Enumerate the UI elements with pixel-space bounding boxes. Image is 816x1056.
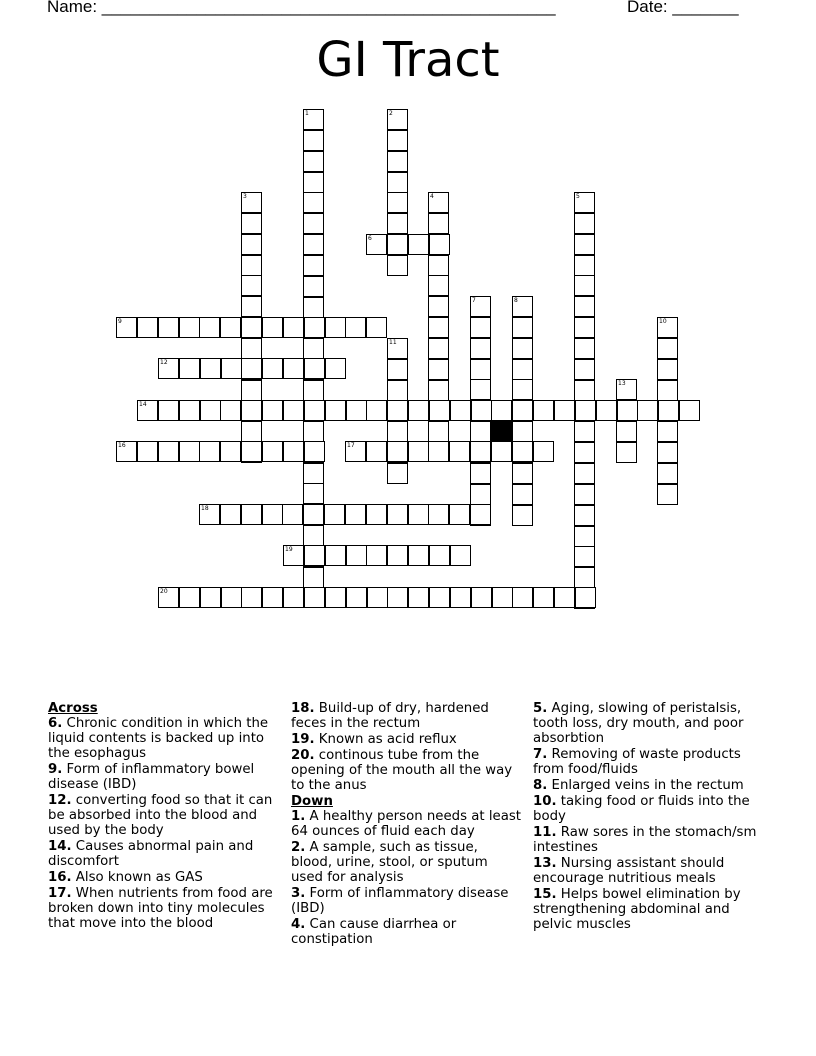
grid-cell[interactable] [512,463,533,484]
grid-cell[interactable] [158,400,179,421]
clue-number: 5 [576,193,580,200]
grid-cell[interactable] [262,400,283,421]
grid-cell[interactable] [345,441,366,462]
grid-cell[interactable] [199,504,220,525]
grid-cell[interactable] [137,400,158,421]
grid-cell[interactable] [575,400,596,421]
name-field[interactable]: Name: ________________________________________________ [47,0,556,16]
clue-number: 1 [305,110,309,117]
grid-cell[interactable] [428,421,449,442]
grid-cell[interactable] [657,484,678,505]
grid-cell[interactable] [241,587,262,608]
grid-cell[interactable] [574,213,595,234]
grid-cell[interactable] [221,358,242,379]
grid-cell[interactable] [574,380,595,401]
grid-cell[interactable] [241,275,262,296]
clue-number: 6 [368,235,372,242]
grid-cell[interactable] [574,421,595,442]
black-square [491,421,512,442]
grid-cell[interactable] [449,504,470,525]
grid-cell[interactable] [428,275,449,296]
grid-cell[interactable] [512,441,533,462]
grid-cell[interactable] [283,400,304,421]
grid-cell[interactable] [658,400,679,421]
grid-cell[interactable] [241,338,262,359]
grid-cell[interactable] [303,525,324,546]
grid-cell[interactable] [657,421,678,442]
grid-cell[interactable] [199,317,220,338]
grid-cell[interactable] [241,192,262,213]
clue-down-2: 2. A sample, such as tissue, blood, urine, stool, or sputum used for analysis [291,840,488,885]
grid-cell[interactable] [387,463,408,484]
clue-down-10: 10. taking food or fluids into the body [533,794,750,824]
grid-cell[interactable] [491,441,512,462]
clue-number: 2 [389,110,393,117]
grid-cell[interactable] [470,421,491,442]
grid-cell[interactable] [179,400,200,421]
clue-number: 14 [139,401,147,408]
grid-cell[interactable] [241,234,262,255]
down-heading: Down [291,794,333,809]
clue-number: 11 [389,339,397,346]
grid-cell[interactable] [387,380,408,401]
grid-cell[interactable] [657,463,678,484]
grid-cell[interactable] [450,400,471,421]
grid-cell[interactable] [303,172,324,193]
grid-cell[interactable] [596,400,617,421]
grid-cell[interactable] [116,317,137,338]
grid-cell[interactable] [304,441,325,462]
grid-cell[interactable] [262,587,283,608]
grid-cell[interactable] [470,317,491,338]
clue-number: 9 [118,318,122,325]
grid-cell[interactable] [283,317,304,338]
grid-cell[interactable] [657,359,678,380]
grid-cell[interactable] [325,358,346,379]
grid-cell[interactable] [262,317,283,338]
grid-cell[interactable] [387,234,408,255]
grid-cell[interactable] [616,379,637,400]
grid-cell[interactable] [387,359,408,380]
grid-cell[interactable] [325,587,346,608]
clue-down-15: 15. Helps bowel elimination by strengthening abdominal and pelvic muscles [533,887,741,932]
clue-down-4: 4. Can cause diarrhea or constipation [291,917,457,947]
grid-cell[interactable] [637,400,658,421]
grid-cell[interactable] [303,255,324,276]
clue-number: 17 [347,442,355,449]
grid-cell[interactable] [387,400,408,421]
grid-cell[interactable] [470,504,491,525]
grid-cell[interactable] [428,338,449,359]
grid-cell[interactable] [449,441,470,462]
grid-cell[interactable] [346,400,367,421]
grid-cell[interactable] [575,587,596,608]
grid-cell[interactable] [221,587,242,608]
grid-cell[interactable] [179,441,200,462]
grid-cell[interactable] [428,317,449,338]
grid-cell[interactable] [574,317,595,338]
clue-across-17: 17. When nutrients from food are broken down into tiny molecules that move into the blood [48,886,273,931]
clues-column-2 [291,701,521,948]
grid-cell[interactable] [657,380,678,401]
grid-cell[interactable] [429,400,450,421]
grid-cell[interactable] [303,234,324,255]
grid-cell[interactable] [303,297,324,318]
clue-across-14: 14. Causes abnormal pain and discomfort [48,839,254,869]
grid-cell[interactable] [304,317,325,338]
clue-down-11: 11. Raw sores in the stomach/sm intestines [533,825,757,855]
grid-cell[interactable] [428,255,449,276]
clue-number: 16 [118,442,126,449]
grid-cell[interactable] [471,400,492,421]
grid-cell[interactable] [387,255,408,276]
grid-cell[interactable] [303,380,324,401]
grid-cell[interactable] [158,358,179,379]
grid-cell[interactable] [492,587,513,608]
clue-number: 10 [659,318,667,325]
grid-cell[interactable] [241,380,262,401]
grid-cell[interactable] [366,400,387,421]
grid-cell[interactable] [325,400,346,421]
grid-cell[interactable] [387,192,408,213]
grid-cell[interactable] [283,358,304,379]
grid-cell[interactable] [491,400,512,421]
grid-cell[interactable] [241,296,262,317]
grid-cell[interactable] [241,358,262,379]
grid-cell[interactable] [137,317,158,338]
grid-cell[interactable] [387,545,408,566]
clue-number: 7 [472,297,476,304]
grid-cell[interactable] [387,130,408,151]
grid-cell[interactable] [512,484,533,505]
grid-cell[interactable] [512,317,533,338]
grid-cell[interactable] [304,358,325,379]
clue-down-8: 8. Enlarged veins in the rectum [533,778,744,793]
grid-cell[interactable] [220,400,241,421]
grid-cell[interactable] [512,505,533,526]
clue-number: 12 [160,359,168,366]
clue-across-16: 16. Also known as GAS [48,870,203,885]
grid-cell[interactable] [408,234,429,255]
grid-cell[interactable] [428,380,449,401]
grid-cell[interactable] [450,587,471,608]
grid-cell[interactable] [512,338,533,359]
grid-cell[interactable] [200,358,221,379]
grid-cell[interactable] [574,234,595,255]
grid-cell[interactable] [283,441,304,462]
grid-cell[interactable] [303,276,324,297]
grid-cell[interactable] [533,400,554,421]
clue-number: 18 [201,505,209,512]
grid-cell[interactable] [679,400,700,421]
clue-number: 20 [160,588,168,595]
clues-column-1 [48,701,278,932]
grid-cell[interactable] [617,400,638,421]
clue-down-1: 1. A healthy person needs at least 64 ounces of fluid each day [291,809,521,839]
grid-cell[interactable] [574,505,595,526]
grid-cell[interactable] [470,441,491,462]
grid-cell[interactable] [367,587,388,608]
grid-cell[interactable] [554,400,575,421]
grid-cell[interactable] [428,213,449,234]
grid-cell[interactable] [450,545,471,566]
grid-cell[interactable] [158,317,179,338]
grid-cell[interactable] [241,400,262,421]
grid-cell[interactable] [262,358,283,379]
grid-cell[interactable] [429,587,450,608]
grid-cell[interactable] [574,546,595,567]
grid-cell[interactable] [574,296,595,317]
grid-cell[interactable] [241,441,262,462]
grid-cell[interactable] [303,421,324,442]
grid-cell[interactable] [116,441,137,462]
grid-cell[interactable] [303,130,324,151]
grid-cell[interactable] [387,151,408,172]
grid-cell[interactable] [512,379,533,400]
grid-cell[interactable] [366,441,387,462]
clue-down-3: 3. Form of inflammatory disease (IBD) [291,886,509,916]
grid-cell[interactable] [429,234,450,255]
grid-cell[interactable] [471,587,492,608]
grid-cell[interactable] [303,109,324,130]
grid-cell[interactable] [408,545,429,566]
clue-down-7: 7. Removing of waste products from food/fluids [533,747,741,777]
grid-cell[interactable] [470,463,491,484]
grid-cell[interactable] [262,441,283,462]
grid-cell[interactable] [303,338,324,359]
grid-cell[interactable] [616,421,637,442]
grid-cell[interactable] [574,338,595,359]
clue-across-19: 19. Known as acid reflux [291,732,457,747]
grid-cell[interactable] [512,587,533,608]
grid-cell[interactable] [200,400,221,421]
grid-cell[interactable] [220,317,241,338]
grid-cell[interactable] [470,379,491,400]
grid-cell[interactable] [387,213,408,234]
grid-cell[interactable] [470,359,491,380]
grid-cell[interactable] [574,255,595,276]
grid-cell[interactable] [282,504,303,525]
grid-cell[interactable] [303,213,324,234]
grid-cell[interactable] [512,296,533,317]
grid-cell[interactable] [241,504,262,525]
grid-cell[interactable] [428,359,449,380]
grid-cell[interactable] [387,109,408,130]
grid-cell[interactable] [303,567,324,588]
grid-cell[interactable] [387,338,408,359]
grid-cell[interactable] [512,421,533,442]
grid-cell[interactable] [387,587,408,608]
grid-cell[interactable] [387,504,408,525]
grid-cell[interactable] [574,463,595,484]
grid-cell[interactable] [574,484,595,505]
grid-cell[interactable] [304,587,325,608]
page-title: GI Tract [316,32,500,88]
grid-cell[interactable] [616,442,637,463]
grid-cell[interactable] [345,317,366,338]
grid-cell[interactable] [241,255,262,276]
clue-number: 8 [514,297,518,304]
grid-cell[interactable] [657,338,678,359]
grid-cell[interactable] [283,545,304,566]
grid-cell[interactable] [200,587,221,608]
grid-cell[interactable] [303,463,324,484]
grid-cell[interactable] [366,504,387,525]
grid-cell[interactable] [428,192,449,213]
grid-cell[interactable] [345,504,366,525]
grid-cell[interactable] [179,358,200,379]
clue-across-18: 18. Build-up of dry, hardened feces in the rectum [291,701,489,731]
grid-cell[interactable] [408,400,429,421]
clue-across-9: 9. Form of inflammatory bowel disease (IBD) [48,762,255,792]
grid-cell[interactable] [346,587,367,608]
grid-cell[interactable] [533,441,554,462]
clue-number: 19 [285,546,293,553]
grid-cell[interactable] [220,441,241,462]
grid-cell[interactable] [324,504,345,525]
grid-cell[interactable] [387,421,408,442]
clue-across-20: 20. continous tube from the opening of the mouth all the way to the anus [291,748,513,793]
grid-cell[interactable] [408,441,429,462]
grid-cell[interactable] [408,587,429,608]
grid-cell[interactable] [512,400,533,421]
grid-cell[interactable] [574,359,595,380]
grid-cell[interactable] [304,400,325,421]
grid-cell[interactable] [428,441,449,462]
clue-number: 3 [243,193,247,200]
grid-cell[interactable] [325,545,346,566]
grid-cell[interactable] [304,545,325,566]
grid-cell[interactable] [387,172,408,193]
grid-cell[interactable] [657,317,678,338]
grid-cell[interactable] [533,587,554,608]
grid-cell[interactable] [574,275,595,296]
grid-cell[interactable] [554,587,575,608]
grid-cell[interactable] [366,234,387,255]
grid-cell[interactable] [325,317,346,338]
grid-cell[interactable] [303,192,324,213]
grid-cell[interactable] [303,504,324,525]
grid-cell[interactable] [241,213,262,234]
grid-cell[interactable] [657,442,678,463]
grid-cell[interactable] [574,192,595,213]
clue-across-12: 12. converting food so that it can be absorbed into the blood and used by the body [48,793,273,838]
clue-down-13: 13. Nursing assistant should encourage nutritious meals [533,856,725,886]
clue-number: 4 [430,193,434,200]
grid-cell[interactable] [387,441,408,462]
grid-cell[interactable] [470,484,491,505]
grid-cell[interactable] [346,545,367,566]
clue-across-6: 6. Chronic condition in which the liquid contents is backed up into the esophagus [48,716,269,761]
grid-cell[interactable] [158,441,179,462]
clue-number: 13 [618,380,626,387]
clues-column-3 [533,701,763,933]
grid-cell[interactable] [303,151,324,172]
grid-cell[interactable] [283,587,304,608]
grid-cell[interactable] [137,441,158,462]
grid-cell[interactable] [303,483,324,504]
grid-cell[interactable] [366,317,387,338]
grid-cell[interactable] [220,504,241,525]
grid-cell[interactable] [408,504,429,525]
grid-cell[interactable] [262,504,283,525]
grid-cell[interactable] [428,296,449,317]
grid-cell[interactable] [199,441,220,462]
across-heading: Across [48,701,98,716]
grid-cell[interactable] [574,526,595,547]
grid-cell[interactable] [512,359,533,380]
grid-cell[interactable] [179,317,200,338]
grid-cell[interactable] [574,442,595,463]
grid-cell[interactable] [470,296,491,317]
grid-cell[interactable] [429,545,450,566]
grid-cell[interactable] [158,587,179,608]
grid-cell[interactable] [241,317,262,338]
date-field[interactable]: Date: _______ [627,0,739,16]
grid-cell[interactable] [428,504,449,525]
grid-cell[interactable] [366,545,387,566]
clue-down-5: 5. Aging, slowing of peristalsis, tooth loss, dry mouth, and poor absorbtion [533,701,744,746]
grid-cell[interactable] [241,421,262,442]
grid-cell[interactable] [574,567,595,588]
grid-cell[interactable] [179,587,200,608]
grid-cell[interactable] [470,338,491,359]
